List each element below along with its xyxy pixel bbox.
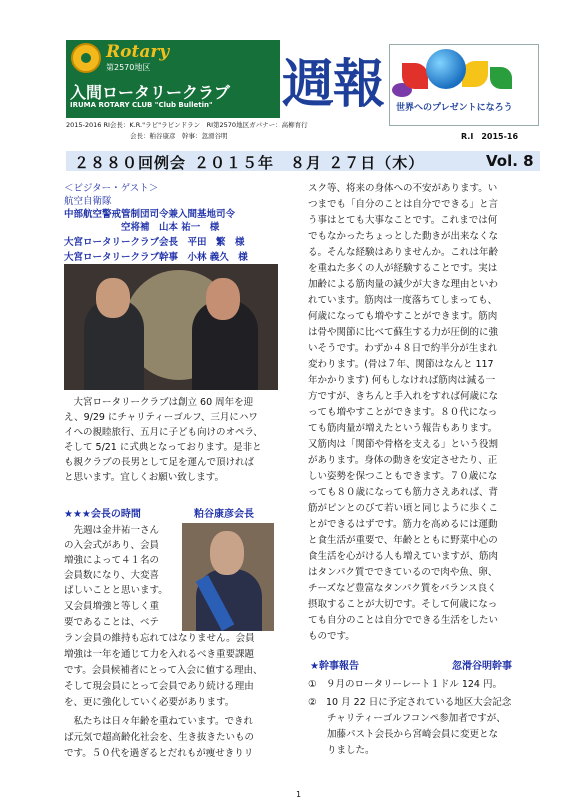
person-head — [96, 278, 130, 318]
omiya-text-line: イへの親睦旅行、五月に子ども向けのオペラ、 — [64, 427, 263, 438]
president-text-line: 先週は金井祐一さん — [64, 525, 160, 536]
guest-line: 空将補 山本 祐一 様 — [64, 222, 220, 233]
secretary-name: 忽滑谷明幹事 — [452, 661, 512, 672]
theme-text: 世界へのプレゼントになろう — [396, 103, 513, 113]
ri-theme-logo — [389, 44, 539, 126]
guest-line: 大宮ロータリークラブ幹事 小林 義久 様 — [64, 252, 248, 263]
guest-heading: ＜ビジター・ゲスト＞ — [64, 183, 159, 194]
guest-line: 中部航空警戒管制団司令兼入間基地司令 — [64, 209, 236, 220]
body-text-line: 年かかります) 何もしなければ筋肉は減る一 — [308, 375, 496, 386]
body-text-line: 加齢による筋肉量の減少が大きな理由といわ — [308, 279, 499, 290]
secretary-report-line: チャリティーゴルフコンペ参加者ですが、 — [308, 713, 506, 724]
president-text-line: そして現会員にとって会員であり続ける理由 — [64, 681, 254, 692]
president-text-line: の入会式があり、会員 — [64, 540, 160, 551]
district-label: 第2570地区 — [106, 63, 151, 72]
body-text-line: う事はとても大事なことです。これまでは何 — [308, 215, 498, 226]
body-text-line: っても増やすことができます。８０代になっ — [308, 407, 498, 418]
body-text-line: を重ねた多くの人が経験することです。実は — [308, 263, 498, 274]
body-text-line: でもなかったちょっとした動きが出来なくな — [308, 231, 499, 242]
body-text-line: 何歳になっても増やすことができます。筋肉 — [308, 311, 498, 322]
body-text-line: と食生活が重要で、年齢とともに野菜中心の — [308, 535, 498, 546]
body-text-line: ものです。 — [308, 631, 355, 642]
person-head — [210, 531, 244, 575]
body-text-line: チーズなど豊富なタンパク質をバランス良く — [308, 583, 497, 594]
body-text-line: しい姿勢を保つこともできます。７０歳にな — [308, 471, 498, 482]
guest-photo — [64, 264, 278, 390]
body-text-line: つまでも「自分のことは自分でできる」と言 — [308, 199, 499, 210]
guest-line: 大宮ロータリークラブ会長 平田 繁 様 — [64, 237, 245, 248]
president-text-line: ばしいことと思います。 — [64, 585, 168, 596]
secretary-report-line: りました。 — [308, 745, 375, 756]
body-text-line: いそうです。わずか４８日で約半分が生まれ — [308, 343, 498, 354]
body-text-line: はタンパク質でできているので肉や魚、卵、 — [308, 567, 498, 578]
bulletin-title: 週報 — [282, 54, 385, 115]
bulletin-header — [66, 40, 540, 148]
theme-petal-icon — [490, 67, 512, 89]
president-text-line: 増強によって４１名の — [64, 555, 160, 566]
president-text-line: ば元気で超高齢化社会を、生き抜きたいもの — [64, 732, 255, 743]
president-section-title: ★★★会長の時間 — [64, 509, 141, 520]
guest-line: 航空自衛隊 — [64, 196, 112, 207]
body-text-line: があります。身体の動きを安定させたり、正 — [308, 455, 498, 466]
meeting-number: ２８８０回例会 — [74, 154, 187, 172]
secretary-section-heading — [310, 657, 536, 672]
omiya-text-line: も親クラブの長男として足を運んで頂ければ — [64, 457, 255, 468]
body-text-line: ても自分のことは自分でできる生活をしたい — [308, 615, 499, 626]
president-photo — [182, 523, 274, 631]
secretary-report-line: 加藤パスト会長から宮崎会員に変更とな — [308, 729, 499, 740]
secretary-section-title: ★幹事報告 — [310, 661, 359, 672]
globe-icon — [426, 49, 466, 89]
rotary-wheel-icon — [71, 43, 101, 73]
president-text-line: です。５０代を過ぎるとだれもが痩せきりリ — [64, 748, 254, 759]
president-name: 粕谷康彦会長 — [194, 509, 254, 520]
body-text-line: は骨や関節に比べて蘇生する力が圧倒的に強 — [308, 327, 499, 338]
page-number: 1 — [296, 790, 302, 799]
president-text-line: 要であることは、ベテ — [64, 617, 160, 628]
president-text-line: 増強は一年を通じて力を入れるべき重要課題 — [64, 649, 255, 660]
president-section-heading — [64, 505, 278, 520]
club-name-en: IRUMA ROTARY CLUB "Club Bulletin" — [70, 101, 213, 109]
body-text-line: 摂取することが大切です。そして何歳になっ — [308, 599, 498, 610]
president-text-line: ラン会員の維持も忘れてはなりません。会員 — [64, 633, 255, 644]
volume-number: Vol. 8 — [486, 152, 534, 170]
theme-petal-icon — [402, 63, 428, 89]
ri-officers-line: 2015-2016 RI会長：K.R."ラビ"ラビンドラン RI第2570地区ガバナー：高柳育行 — [66, 121, 308, 129]
meeting-bar — [66, 151, 540, 171]
omiya-text-line: え、9/29 にチャリティーゴルフ、三月にハワ — [64, 412, 258, 423]
omiya-text-line: と思います。宜しくお願い致します。 — [64, 472, 224, 483]
omiya-text-line: そして 5/21 に式典となっております。是非と — [64, 442, 262, 453]
club-banner — [66, 40, 280, 118]
meeting-date: ２０１５年 ８月 ２７日（木） — [194, 154, 425, 172]
issue-label: R.I 2015-16 — [461, 132, 519, 141]
body-text-line: スク等、将来の身体への不安があります。い — [308, 183, 498, 194]
club-officers-line: 会長：粕谷康彦 幹事：忽滑谷明 — [130, 132, 228, 140]
body-text-line: 方ですが、きちんと手入れをすれば何歳にな — [308, 391, 499, 402]
body-text-line: とができるはずです。筋力を高めるには運動 — [308, 519, 498, 530]
secretary-report-line: ① ９月のロータリーレート１ドル 124 円。 — [308, 679, 502, 690]
president-text-line: です。会員候補者にとって入会に値する理由、 — [64, 665, 263, 676]
president-text-line: 又会員増強と等しく重 — [64, 601, 160, 612]
rotary-logo-text: Rotary — [106, 42, 170, 62]
body-text-line: 食生活を心がける人も増えていますが、筋肉 — [308, 551, 499, 562]
body-text-line: 変わります。(骨は７年、関節はなんと 117 — [308, 359, 494, 370]
president-text-line: を、更に強化していく必要があります。 — [64, 697, 235, 708]
president-text-line: 私たちは日々年齢を重ねています。できれ — [64, 716, 254, 727]
body-text-line: る。そんな経験はありませんか。これは年齢 — [308, 247, 499, 258]
body-text-line: ても筋肉量が増えたという報告もあります。 — [308, 423, 498, 434]
secretary-report-line: ② 10 月 22 日に予定されている地区大会記念 — [308, 697, 512, 708]
body-text-line: 筋がピンとのびて若い頃と同じように歩くこ — [308, 503, 499, 514]
theme-petal-icon — [462, 61, 488, 87]
president-text-line: 会員数になり、大変喜 — [64, 570, 160, 581]
body-text-line: れています。筋肉は一度落ちてしまっても、 — [308, 295, 498, 306]
club-name-jp: 入間ロータリークラブ — [70, 83, 231, 102]
omiya-text-line: 大宮ロータリークラブは創立 60 周年を迎 — [64, 397, 254, 408]
body-text-line: っても８０歳になっても筋力さえあれば、背 — [308, 487, 499, 498]
body-text-line: 又筋肉は「関節や骨格を支える」という役割 — [308, 439, 499, 450]
person-head — [206, 278, 240, 320]
